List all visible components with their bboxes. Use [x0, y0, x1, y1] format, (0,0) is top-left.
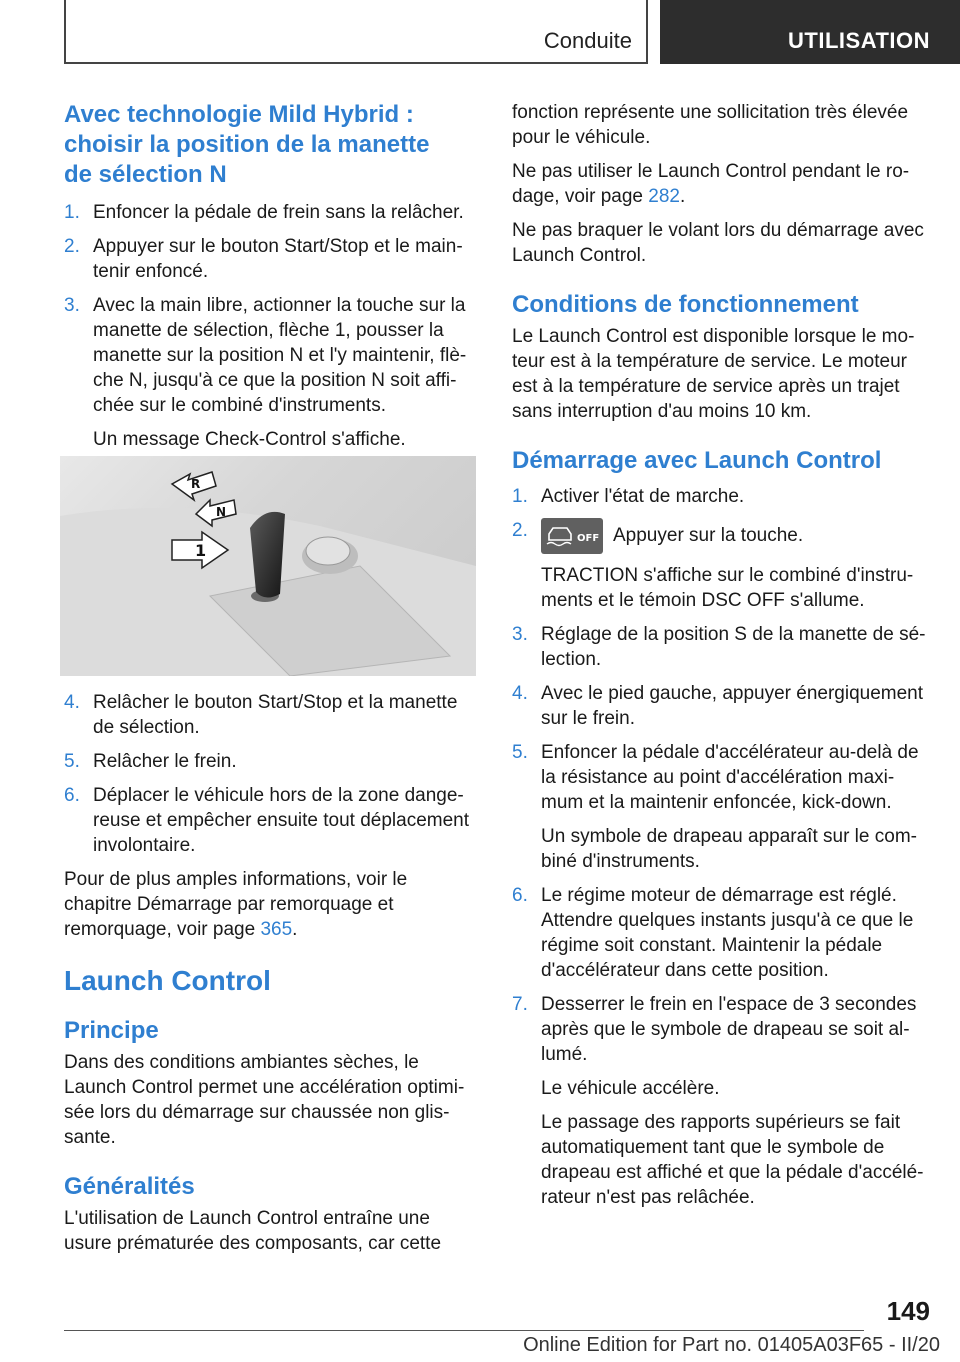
header-section-title: Conduite: [543, 28, 632, 53]
header-section-box: [64, 0, 648, 64]
list-item: [64, 690, 480, 740]
arrow-label-r: R: [191, 477, 201, 491]
rodage-end: .: [679, 186, 686, 207]
step-number: 5.: [64, 751, 80, 772]
conditions-paragraph: Le Launch Control est disponible lorsque le mo-teur est à la température de service. Le moteur est à la température de service après un trajet sans interruption d'au moins 10 km.: [512, 326, 915, 422]
principe-paragraph: Dans des conditions ambiantes sèches, le Launch Control permet une accélération optimi-sée lors du démarrage sur chaussée non glis-sante.: [64, 1052, 465, 1148]
heading-principe: Principe: [64, 1017, 159, 1044]
step-text: Appuyer sur le bouton Start/Stop et le main-tenir enfoncé.: [93, 236, 463, 282]
page-link-282[interactable]: 282: [648, 186, 680, 207]
steps-list-launch: [512, 484, 932, 1210]
step-subtext: Le véhicule accélère.: [541, 1078, 720, 1099]
step-number: 2.: [64, 236, 80, 257]
left-column-lower: [64, 690, 480, 1265]
right-column: [512, 100, 932, 1219]
step-text: Relâcher le frein.: [93, 751, 237, 772]
footer-divider: [64, 1330, 864, 1331]
step-text: Avec la main libre, actionner la touche sur la manette de sélection, flèche 1, pousser la manette sur la position N et l'y maintenir, flè-che N, jusqu'à ce que la position N soit affi-chée sur le combiné d'instruments.: [93, 295, 467, 416]
steering-paragraph: Ne pas braquer le volant lors du démarrage avec Launch Control.: [512, 220, 924, 266]
step-subtext: Un message Check-Control s'affiche.: [93, 429, 406, 450]
step-text: Activer l'état de marche.: [541, 486, 745, 507]
page-link-365[interactable]: 365: [260, 919, 293, 940]
step-text: Enfoncer la pédale de frein sans la relâcher.: [93, 202, 464, 223]
rodage-text: Ne pas utiliser le Launch Control pendant le ro-dage, voir page: [512, 161, 910, 207]
left-column: [64, 100, 480, 461]
more-info-end: .: [292, 919, 298, 940]
step-number: 3.: [64, 295, 80, 316]
footer-edition: Online Edition for Part no. 01405A03F65 - II/20: [523, 1334, 940, 1356]
step-subtext: Le passage des rapports supérieurs se fait automatiquement tant que le symbole de drapeau est affiché et que la pédale d'accélé-rateur n'est pas relâchée.: [541, 1112, 924, 1208]
step-text: Enfoncer la pédale d'accélérateur au-delà de la résistance au point d'accélération maxi-mum et la maintenir enfoncée, kick-down.: [541, 742, 919, 813]
list-item: [64, 749, 480, 774]
step-number: 1.: [64, 202, 80, 223]
list-item: [512, 622, 932, 672]
step-text: Relâcher le bouton Start/Stop et la manette de sélection.: [93, 692, 458, 738]
heading-conditions: Conditions de fonctionnement: [512, 291, 859, 318]
more-info-text: Pour de plus amples informations, voir le chapitre Démarrage par remorquage et remorquage, voir page: [64, 869, 408, 940]
step-number: 6.: [512, 885, 528, 906]
step-number: 6.: [64, 785, 80, 806]
step-number: 1.: [512, 486, 528, 507]
list-item: [512, 518, 932, 613]
step-number: 5.: [512, 742, 528, 763]
step-text: Le régime moteur de démarrage est réglé. Attendre quelques instants jusqu'à ce que le régime soit constant. Maintenir la pédale d'accélérateur dans cette position.: [541, 885, 914, 981]
list-item: [512, 883, 932, 983]
heading-generalites: Généralités: [64, 1173, 195, 1200]
dsc-off-button-icon: [541, 518, 603, 554]
header-chapter-box: [660, 0, 960, 64]
step-text: Avec le pied gauche, appuyer énergiquement sur le frein.: [541, 683, 924, 729]
arrow-label-1: 1: [195, 541, 207, 560]
steps-list-a: [64, 200, 480, 452]
step-subtext: TRACTION s'affiche sur le combiné d'instru-ments et le témoin DSC OFF s'allume.: [541, 565, 914, 611]
more-info-paragraph: [64, 867, 480, 942]
step-text: Desserrer le frein en l'espace de 3 secondes après que le symbole de drapeau se soit al-lumé.: [541, 994, 917, 1065]
step-text: Appuyer sur la touche.: [613, 525, 804, 547]
list-item: [512, 484, 932, 509]
step-number: 4.: [512, 683, 528, 704]
step-number: 3.: [512, 624, 528, 645]
list-item: [64, 293, 480, 452]
arrow-label-n: N: [216, 505, 227, 519]
heading-demarrage: Démarrage avec Launch Control: [512, 447, 882, 474]
step-number: 2.: [512, 520, 528, 541]
list-item: [64, 200, 480, 225]
step-text: Déplacer le véhicule hors de la zone dange-reuse et empêcher ensuite tout déplacement involontaire.: [93, 785, 470, 856]
step-subtext: Un symbole de drapeau apparaît sur le com-biné d'instruments.: [541, 826, 917, 872]
list-item: [512, 992, 932, 1210]
step-text: Réglage de la position S de la manette de sé-lection.: [541, 624, 926, 670]
list-item: [512, 681, 932, 731]
dsc-off-label: OFF: [577, 533, 600, 544]
page-number: 149: [886, 1296, 930, 1326]
list-item: [512, 740, 932, 874]
step-number: 7.: [512, 994, 528, 1015]
list-item: [64, 234, 480, 284]
generalites-paragraph: L'utilisation de Launch Control entraîne une usure prématurée des composants, car cette: [64, 1208, 442, 1254]
traction-car-icon: [541, 518, 603, 554]
gear-selector-photo: [60, 456, 476, 676]
list-item: [64, 783, 480, 858]
step-number: 4.: [64, 692, 80, 713]
heading-launch-control: Launch Control: [64, 965, 271, 996]
header-chapter-title: UTILISATION: [788, 28, 930, 53]
gear-selector-illustration: [60, 456, 476, 676]
rodage-paragraph: [512, 159, 932, 209]
heading-mild-hybrid: Avec technologie Mild Hybrid : choisir la position de la manette de sélection N: [64, 101, 430, 188]
continuation-paragraph: fonction représente une sollicitation très élevée pour le véhicule.: [512, 102, 909, 148]
